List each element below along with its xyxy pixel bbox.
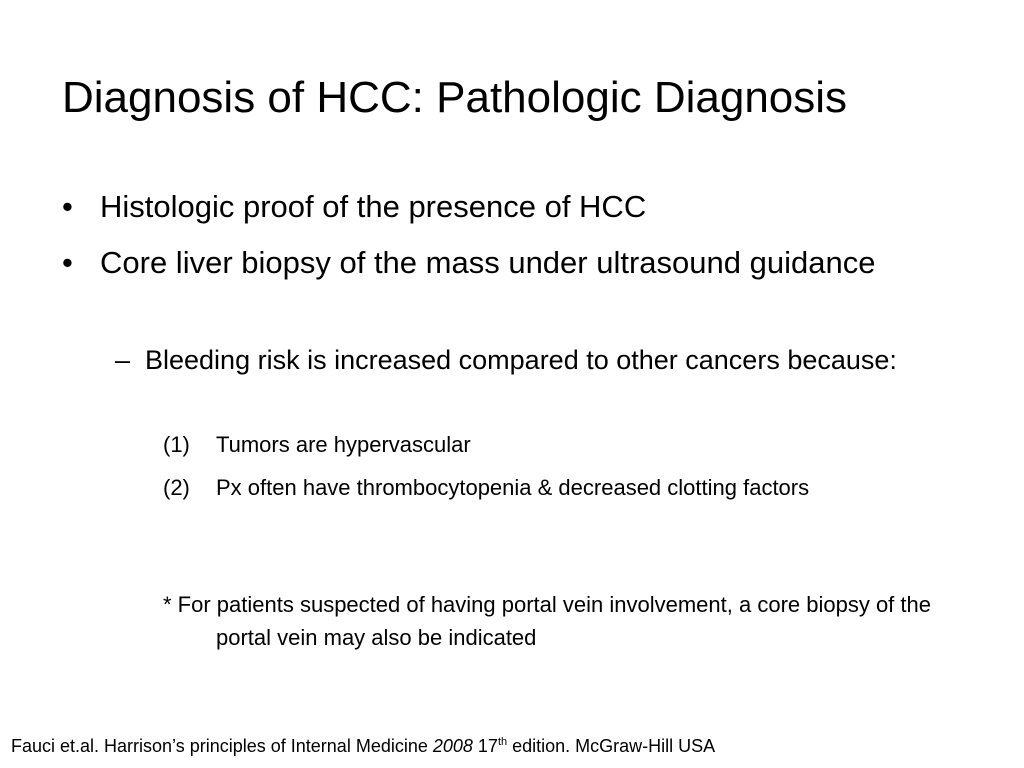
numbered-item [163, 471, 933, 504]
bullet-item [62, 241, 942, 285]
sub-bullet-item [115, 341, 945, 379]
item-text: Tumors are hypervascular [216, 432, 471, 457]
item-text: Px often have thrombocytopenia & decreased clotting factors [216, 475, 810, 500]
bullet-symbol: • [62, 189, 73, 224]
citation [11, 733, 715, 759]
item-number: (1) [163, 432, 190, 457]
footnote: * For patients suspected of having portal vein involvement, a core biopsy of the portal vein may also be indicated [163, 592, 931, 650]
bullet-text: Histologic proof of the presence of HCC [100, 189, 647, 224]
sub-bullet-text: Bleeding risk is increased compared to other cancers because: [145, 345, 897, 375]
bullet-item [62, 185, 942, 229]
citation-edition: 17 [472, 736, 498, 756]
item-number: (2) [163, 475, 190, 500]
citation-publisher: edition. McGraw-Hill USA [507, 736, 716, 756]
numbered-item [163, 428, 933, 461]
citation-edition-suffix: th [497, 736, 508, 748]
citation-year: 2008 [432, 736, 473, 756]
slide-title: Diagnosis of HCC: Pathologic Diagnosis [62, 73, 848, 122]
citation-text: Fauci et.al. Harrison’s principles of Internal Medicine [11, 736, 433, 756]
bullet-text: Core liver biopsy of the mass under ultrasound guidance [100, 245, 876, 280]
bullet-symbol: • [62, 245, 73, 280]
sub-bullet-symbol: – [115, 345, 131, 375]
